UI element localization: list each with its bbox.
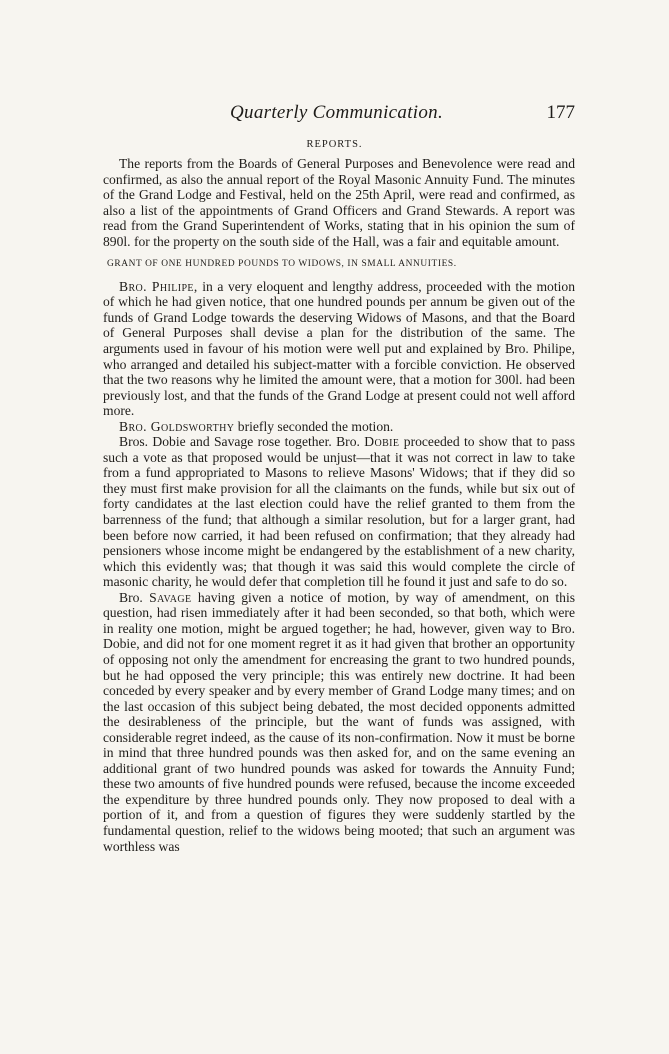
paragraph-savage	[103, 590, 575, 854]
paragraph-dobie	[103, 434, 575, 589]
paragraph-philipe	[103, 279, 575, 419]
speaker-name: Savage	[149, 589, 192, 605]
paragraph-goldsworthy	[103, 419, 575, 435]
running-head	[110, 102, 575, 126]
subheading-grant: GRANT OF ONE HUNDRED POUNDS TO WIDOWS, IN SMALL ANNUITIES.	[107, 259, 457, 270]
paragraph-lead: Bro.	[119, 589, 143, 605]
paragraph-text: in a very eloquent and lengthy address, proceeded with the motion of which he had given notice, that one hundred pounds per annum be given out of the funds of Grand Lodge towards the deserving Widows of Masons, and that the Board of General Purposes shall devise a plan for the distribution of the same. The arguments used in favour of his motion were well put and explained by Bro. Philipe, who arranged and detailed his subject-matter with a forcible conviction. He observed that the two reasons why he limited the amount were, that a motion for 300l. had been previously lost, and that the funds of the Grand Lodge at present could not well afford more.	[103, 278, 576, 419]
paragraph-lead: Bros. Dobie and Savage rose together. Bro.	[119, 434, 360, 450]
section-heading-reports: REPORTS.	[306, 139, 363, 150]
running-head-title: Quarterly Communication.	[230, 102, 444, 123]
paragraph-text: having given a notice of motion, by way of amendment, on this question, had risen immediately after it had been seconded, so that both, which were in reality one motion, might be argued together; he had, however, given way to Bro. Dobie, and did not for one moment regret it as it had given that brother an opportunity of opposing not only the amendment for encreasing the grant to two hundred pounds, but he had opposed the very principle; this was entirely new doctrine. It had been conceded by every speaker and by every member of Grand Lodge many times; and on the last occasion of this subject being debated, the most decided opponents admitted the desirableness of the principle, but the want of funds was assigned, with considerable regret indeed, as the cause of its non-confirmation. Now it must be borne in mind that three hundred pounds was then asked for, and on the same evening an additional grant of two hundred pounds was asked for towards the Annuity Fund; these two amounts of five hundred pounds were refused, because the income exceeded the expenditure by three hundred pounds only. They now proposed to deal with a portion of it, and from a question of figures they were suddenly startled by the fundamental question, relief to the widows being mooted; that such an argument was worthless was	[103, 589, 576, 854]
body-text	[103, 156, 575, 854]
paragraph-text: briefly seconded the motion.	[237, 418, 394, 434]
speaker-name: Dobie	[364, 434, 400, 450]
paragraph-text: proceeded to show that to pass such a vote as that proposed would be unjust—that it was not correct in law to take from a fund appropriated to Masons to relieve Masons' Widows; that if they did so they must first make provision for all the claimants on the funds, while but six out of forty candidates at the last election could have the relief granted to them from the barrenness of the fund; that although a similar resolution, but for a larger grant, had been before now carried, it had been refused on confirmation; that they already had pensioners whose income might be endangered by the establishment of a new charity, which this evidently was; that though it was said this would complete the circle of masonic charity, he would defer that completion till he found it just and safe to do so.	[103, 434, 576, 590]
speaker-name: Bro. Philipe,	[119, 278, 198, 294]
page-number: 177	[546, 102, 575, 123]
paragraph-reports: The reports from the Boards of General Purposes and Benevolence were read and confirmed, as also the annual report of the Royal Masonic Annuity Fund. The minutes of the Grand Lodge and Festival, held on the 25th April, were read and confirmed, as also a list of the appointments of Grand Officers and Grand Stewards. A report was read from the Grand Superintendent of Works, stating that in his opinion the sum of 890l. for the property on the south side of the Hall, was a fair and equitable amount.	[103, 156, 575, 249]
speaker-name: Bro. Goldsworthy	[119, 418, 235, 434]
